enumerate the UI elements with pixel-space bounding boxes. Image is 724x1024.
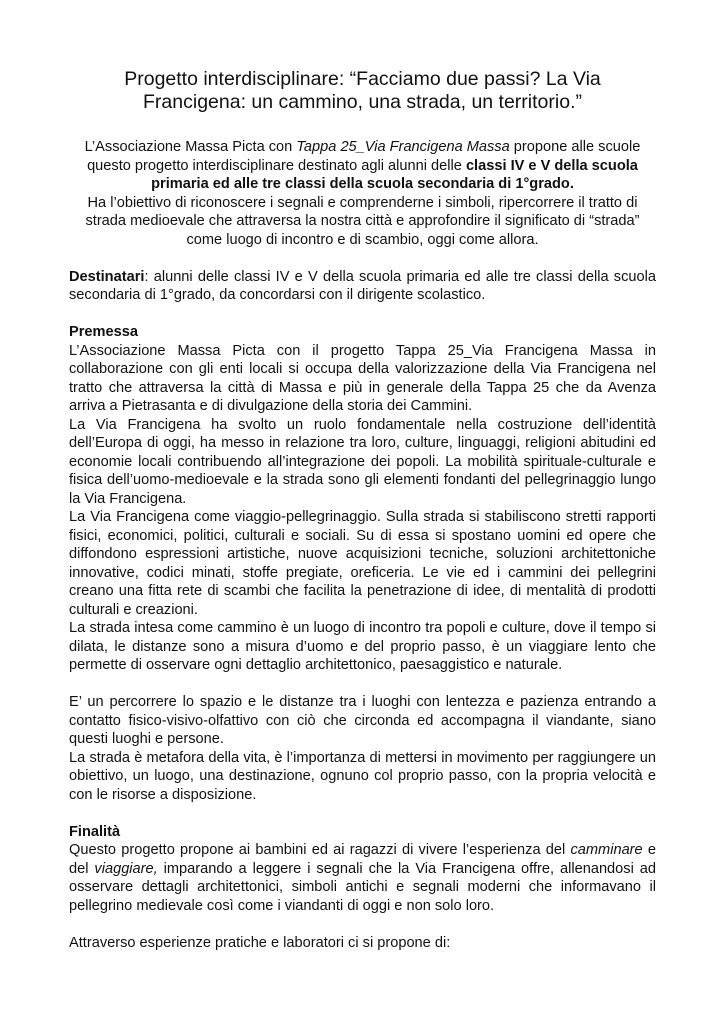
title-line-2: Francigena: un cammino, una strada, un territorio.” [143,91,582,113]
premessa-paragraph-2: La Via Francigena ha svolto un ruolo fondamentale nella costruzione dell’identità dell’Europa di oggi, ha messo in relazione tra loro, culture, linguaggi, religioni abitudini ed economie locali contribuendo all’integrazione dei popoli. La mobilità spirituale-culturale e fisica dell’uomo-medioevale e la strada sono gli elementi fondanti del pellegrinaggio lungo la Via Francigena. [69,416,656,507]
premessa-heading: Premessa [69,324,138,340]
intro-text-a: L’Associazione Massa Picta con [84,139,297,155]
premessa-paragraph-1: L’Associazione Massa Picta con il progetto Tappa 25_Via Francigena Massa in collaborazione con gli enti locali si occupa della valorizzazione della Via Francigena nel tratto che attraversa la città di Massa e più in generale della Tappa 25 che da Avenza arriva a Pietrasanta e di divulgazione della storia dei Cammini. [69,342,656,414]
destinatari-text: : alunni delle classi IV e V della scuola primaria ed alle tre classi della scuola secondaria di 1°grado, da concordarsi con il dirigente scolastico. [69,268,656,303]
finalita-text-b: e del [69,842,657,877]
premessa-paragraph-3: La Via Francigena come viaggio-pellegrinaggio. Sulla strada si stabiliscono stretti rapporti fisici, economici, politici, culturali e sociali. Su di essa si spostano uomini ed opere che diffondono espressioni artistiche, nuove acquisizioni tecniche, soluzioni architettoniche innovative, codici minati, stoffe pregiate, oreficeria. Le vie ed i cammini dei pellegrini creano una fitta rete di scambi che facilita la penetrazione di idee, di mentalità di prodotti culturali e creazioni. [69,509,656,618]
finalita-paragraph-2: Attraverso esperienze pratiche e laboratori ci si propone di: [69,934,451,951]
destinatari-label: Destinatari [69,268,145,285]
intro-text-b: propone alle scuole questo progetto interdisciplinare destinato agli alunni delle [87,139,641,174]
finalita-heading: Finalità [69,823,121,840]
intro-target-classes: classi IV e V della scuola primaria ed alle tre classi della scuola secondaria di 1°grado. [151,157,638,192]
intro-project-name: Tappa 25_Via Francigena Massa [296,139,510,155]
document-page [69,68,656,952]
document-title [69,68,656,114]
destinatari-paragraph [69,268,656,305]
finalita-text-c: imparando a leggere i segnali che la Via Francigena offre, allenandosi ad osservare dettagli architettonici, simboli antichi e segnali moderni che informavano il pellegrino medievale così come i viandanti di oggi e non solo loro. [69,860,656,914]
premessa-paragraph-5: E’ un percorrere lo spazio e le distanze tra i luoghi con lentezza e pazienza entrando a contatto fisico-visivo-olfattivo con ciò che circonda ed accompagna il viandante, siano questi luoghi e persone. [69,694,656,747]
premessa-paragraph-6: La strada è metafora della vita, è l’importanza di mettersi in movimento per raggiungere un obiettivo, un luogo, una destinazione, ognuno col proprio passo, con la propria velocità e con le risorse a disposizione. [69,749,656,803]
intro-block [69,138,656,249]
title-line-1: Progetto interdisciplinare: “Facciamo due passi? La Via [124,68,601,90]
finalita-text-a: Questo progetto propone ai bambini ed ai ragazzi di vivere l’esperienza del [69,842,571,858]
finalita-paragraph-1 [69,841,656,915]
premessa-paragraph-4: La strada intesa come cammino è un luogo di incontro tra popoli e culture, dove il tempo si dilata, le distanze sono a misura d’uomo e del proprio passo, è un viaggiare lento che permette di osservare ogni dettaglio architettonico, paesaggistico e naturale. [69,620,656,673]
finalita-italic-viaggiare: viaggiare, [94,860,158,877]
finalita-italic-camminare: camminare [570,842,643,858]
intro-objective: Ha l’obiettivo di riconoscere i segnali e comprenderne i simboli, ripercorrere il tratto di strada medioevale che attraversa la nostra città e approfondire il significato di “strada” come luogo di incontro e di scambio, oggi come allora. [85,194,640,248]
